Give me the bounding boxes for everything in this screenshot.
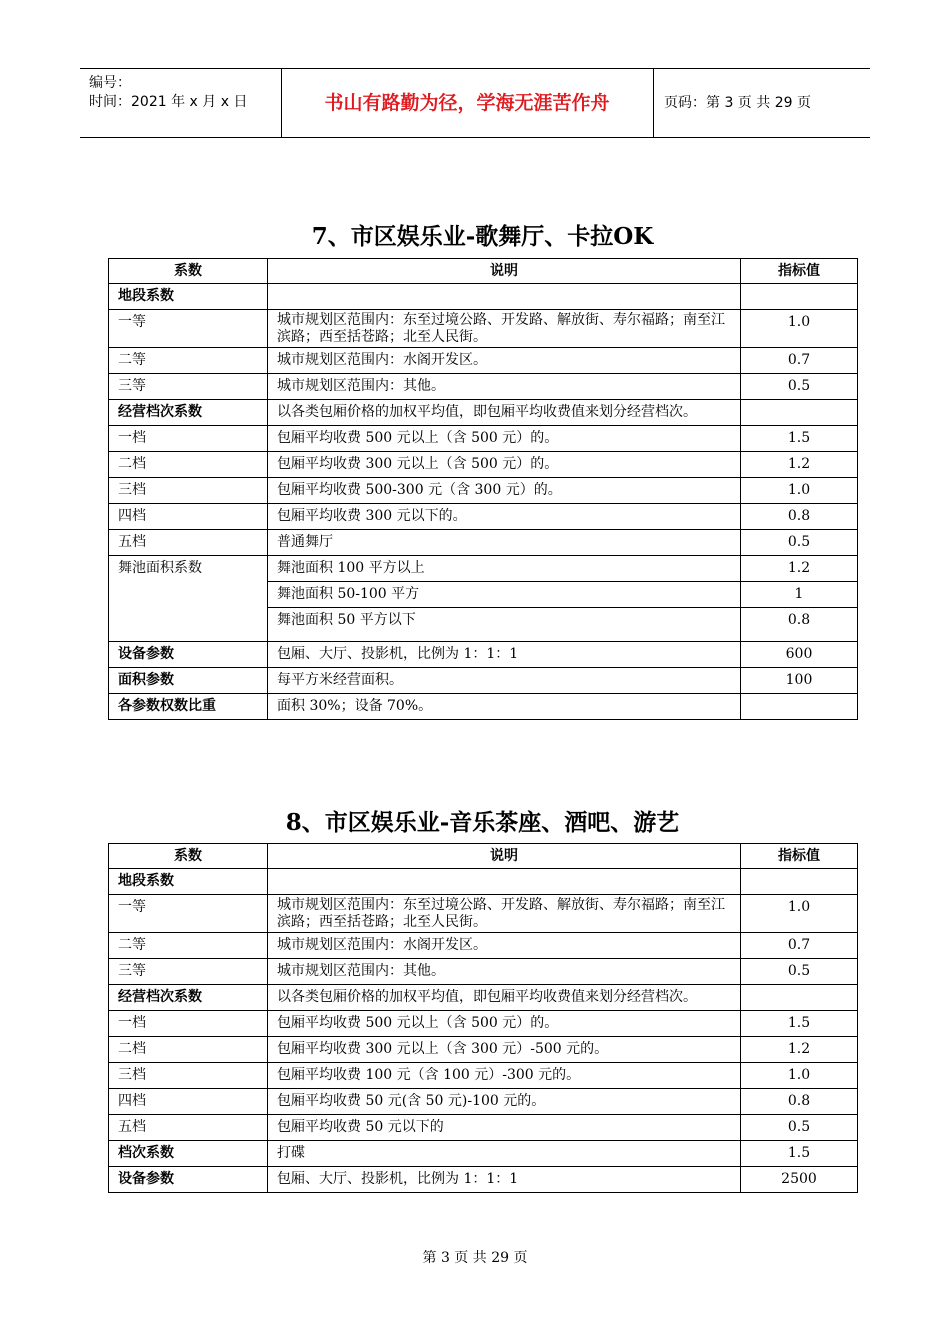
coef-name-cell: 档次系数	[109, 1141, 268, 1167]
coef-name-cell: 四档	[109, 504, 268, 530]
index-value-cell	[741, 869, 858, 895]
header-page-label: 页码：第 3 页 共 29 页	[664, 95, 811, 111]
index-value-cell: 1.0	[741, 1063, 858, 1089]
index-value-cell: 1.5	[741, 1011, 858, 1037]
index-value-cell: 600	[741, 642, 858, 668]
coef-name-cell: 一等	[109, 310, 268, 348]
coef-name-cell: 二档	[109, 452, 268, 478]
coef-name-cell: 二等	[109, 348, 268, 374]
index-value-cell: 0.5	[741, 959, 858, 985]
description-cell: 舞池面积 50 平方以下	[268, 608, 741, 642]
table-row	[109, 985, 858, 1011]
coef-name-cell: 一等	[109, 895, 268, 933]
index-value-cell: 1.5	[741, 426, 858, 452]
coef-name-cell: 三等	[109, 374, 268, 400]
table-row	[109, 478, 858, 504]
coef-name-cell: 经营档次系数	[109, 985, 268, 1011]
header-motto: 书山有路勤为径，学海无涯苦作舟	[281, 69, 654, 137]
table-header-row	[109, 259, 858, 284]
header-meta	[80, 69, 282, 137]
coef-name-cell: 地段系数	[109, 869, 268, 895]
coef-name-cell: 舞池面积系数	[109, 556, 268, 642]
coef-name-cell: 三档	[109, 1063, 268, 1089]
column-header: 说明	[268, 259, 741, 284]
index-value-cell	[741, 284, 858, 310]
index-value-cell: 2500	[741, 1167, 858, 1193]
coef-name-cell: 三档	[109, 478, 268, 504]
table-row	[109, 694, 858, 720]
description-cell	[268, 284, 741, 310]
index-value-cell: 1	[741, 582, 858, 608]
section7-table	[108, 258, 858, 720]
description-cell: 城市规划区范围内：东至过境公路、开发路、解放街、寿尔福路；南至江滨路；西至括苍路；北至人民街。	[268, 895, 741, 933]
table-row	[109, 1141, 858, 1167]
description-cell: 普通舞厅	[268, 530, 741, 556]
description-cell: 包厢、大厅、投影机，比例为 1：1：1	[268, 1167, 741, 1193]
index-value-cell: 0.8	[741, 504, 858, 530]
coef-name-cell: 二等	[109, 933, 268, 959]
section8-table	[108, 843, 858, 1193]
coef-name-cell: 各参数权数比重	[109, 694, 268, 720]
index-value-cell: 1.0	[741, 478, 858, 504]
coef-name-cell: 设备参数	[109, 1167, 268, 1193]
table-row	[109, 933, 858, 959]
table-row	[109, 1037, 858, 1063]
description-cell: 城市规划区范围内：东至过境公路、开发路、解放街、寿尔福路；南至江滨路；西至括苍路；北至人民街。	[268, 310, 741, 348]
table-header-row	[109, 844, 858, 869]
description-cell: 包厢平均收费 300 元以上（含 300 元）-500 元的。	[268, 1037, 741, 1063]
description-cell: 舞池面积 100 平方以上	[268, 556, 741, 582]
index-value-cell: 0.8	[741, 608, 858, 642]
table-row	[109, 530, 858, 556]
index-value-cell	[741, 400, 858, 426]
index-value-cell: 1.5	[741, 1141, 858, 1167]
description-cell: 包厢平均收费 300 元以下的。	[268, 504, 741, 530]
table-row	[109, 284, 858, 310]
table-row	[109, 504, 858, 530]
coef-name-cell: 四档	[109, 1089, 268, 1115]
table-row	[109, 959, 858, 985]
description-cell: 城市规划区范围内：水阁开发区。	[268, 348, 741, 374]
table-row	[109, 1167, 858, 1193]
description-cell: 包厢平均收费 300 元以上（含 500 元）的。	[268, 452, 741, 478]
description-cell: 舞池面积 50-100 平方	[268, 582, 741, 608]
column-header: 说明	[268, 844, 741, 869]
index-value-cell: 0.7	[741, 933, 858, 959]
table-row	[109, 348, 858, 374]
index-value-cell: 0.8	[741, 1089, 858, 1115]
index-value-cell	[741, 985, 858, 1011]
table-row	[109, 1063, 858, 1089]
coef-name-cell: 经营档次系数	[109, 400, 268, 426]
index-value-cell: 1.0	[741, 895, 858, 933]
index-value-cell: 1.2	[741, 452, 858, 478]
section7-title: 7、市区娱乐业-歌舞厅、卡拉OK	[311, 223, 654, 250]
column-header: 指标值	[741, 259, 858, 284]
description-cell: 以各类包厢价格的加权平均值，即包厢平均收费值来划分经营档次。	[268, 985, 741, 1011]
description-cell: 城市规划区范围内：水阁开发区。	[268, 933, 741, 959]
page-footer: 第 3 页 共 29 页	[422, 1250, 528, 1266]
serial-label: 编号：	[89, 75, 131, 91]
index-value-cell: 0.5	[741, 374, 858, 400]
time-label: 时间：2021 年 x 月 x 日	[89, 94, 248, 110]
table-row	[109, 895, 858, 933]
table-row	[109, 426, 858, 452]
column-header: 指标值	[741, 844, 858, 869]
description-cell: 包厢、大厅、投影机，比例为 1：1：1	[268, 642, 741, 668]
table-row	[109, 556, 858, 582]
coef-name-cell: 地段系数	[109, 284, 268, 310]
description-cell: 包厢平均收费 500 元以上（含 500 元）的。	[268, 426, 741, 452]
table-row	[109, 1089, 858, 1115]
table-row	[109, 869, 858, 895]
section8-title: 8、市区娱乐业-音乐茶座、酒吧、游艺	[285, 809, 680, 836]
coef-name-cell: 一档	[109, 1011, 268, 1037]
description-cell: 包厢平均收费 500 元以上（含 500 元）的。	[268, 1011, 741, 1037]
description-cell: 以各类包厢价格的加权平均值，即包厢平均收费值来划分经营档次。	[268, 400, 741, 426]
coef-name-cell: 设备参数	[109, 642, 268, 668]
coef-name-cell: 一档	[109, 426, 268, 452]
index-value-cell	[741, 694, 858, 720]
description-cell: 包厢平均收费 50 元以下的	[268, 1115, 741, 1141]
description-cell: 城市规划区范围内：其他。	[268, 374, 741, 400]
table-row	[109, 452, 858, 478]
table-row	[109, 310, 858, 348]
description-cell: 面积 30%；设备 70%。	[268, 694, 741, 720]
description-cell: 包厢平均收费 500-300 元（含 300 元）的。	[268, 478, 741, 504]
description-cell: 包厢平均收费 100 元（含 100 元）-300 元的。	[268, 1063, 741, 1089]
column-header: 系数	[109, 259, 268, 284]
index-value-cell: 0.7	[741, 348, 858, 374]
coef-name-cell: 二档	[109, 1037, 268, 1063]
index-value-cell: 100	[741, 668, 858, 694]
index-value-cell: 1.0	[741, 310, 858, 348]
description-cell: 包厢平均收费 50 元(含 50 元)-100 元的。	[268, 1089, 741, 1115]
index-value-cell: 0.5	[741, 530, 858, 556]
table-row	[109, 642, 858, 668]
table-row	[109, 668, 858, 694]
table-row	[109, 1011, 858, 1037]
column-header: 系数	[109, 844, 268, 869]
coef-name-cell: 五档	[109, 530, 268, 556]
index-value-cell: 0.5	[741, 1115, 858, 1141]
description-cell: 打碟	[268, 1141, 741, 1167]
index-value-cell: 1.2	[741, 556, 858, 582]
coef-name-cell: 三等	[109, 959, 268, 985]
description-cell: 城市规划区范围内：其他。	[268, 959, 741, 985]
table-row	[109, 374, 858, 400]
coef-name-cell: 五档	[109, 1115, 268, 1141]
coef-name-cell: 面积参数	[109, 668, 268, 694]
page-header	[80, 68, 870, 138]
table-row	[109, 1115, 858, 1141]
description-cell: 每平方米经营面积。	[268, 668, 741, 694]
table-row	[109, 400, 858, 426]
index-value-cell: 1.2	[741, 1037, 858, 1063]
description-cell	[268, 869, 741, 895]
